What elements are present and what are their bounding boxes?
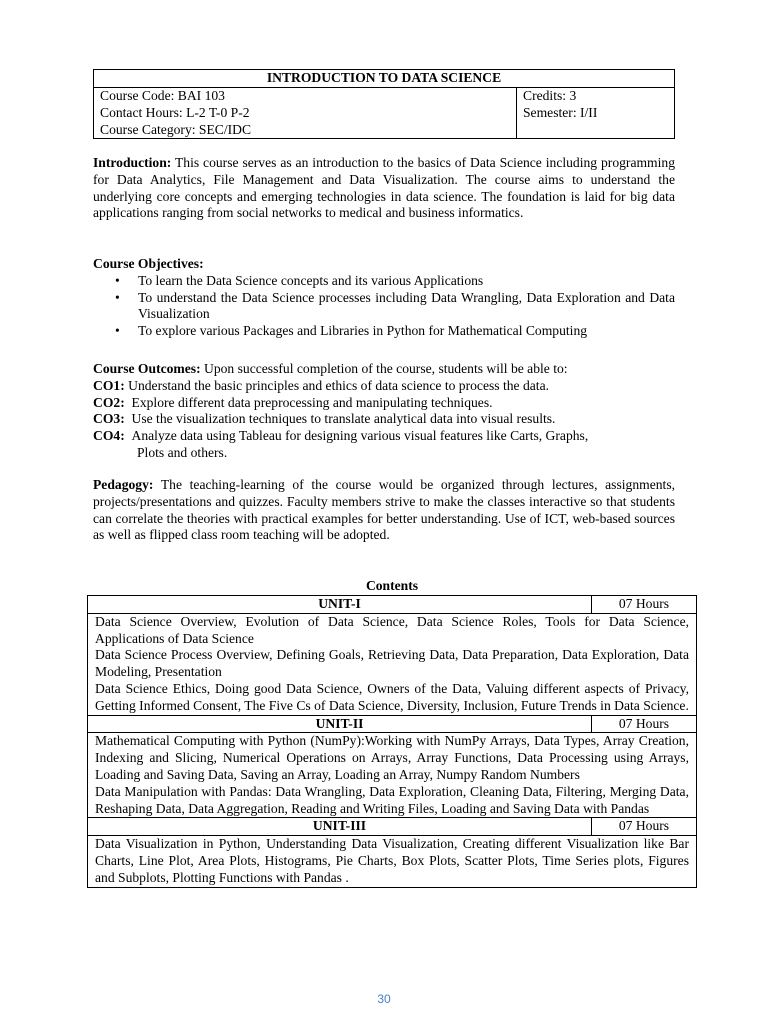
unit-content-row: [88, 613, 697, 715]
unit-header-row: [88, 715, 697, 733]
pedagogy-section: [93, 477, 675, 544]
course-outcomes-section: [93, 361, 675, 462]
page-number: 30: [377, 992, 391, 1006]
contents-title: Contents: [365, 578, 419, 593]
unit-hours: 07 Hours: [592, 715, 697, 733]
unit-title: UNIT-I: [88, 596, 592, 614]
introduction-label: Introduction:: [93, 155, 172, 170]
outcome-code: CO4:: [93, 428, 125, 444]
course-header-table: [93, 69, 675, 139]
semester: Semester: I/II: [523, 104, 598, 120]
introduction-section: [93, 155, 675, 222]
unit-title: UNIT-III: [88, 818, 592, 836]
course-info-left: [94, 88, 517, 139]
course-category: Course Category: SEC/IDC: [100, 121, 252, 137]
unit-content: [88, 836, 697, 887]
course-code: Course Code: BAI 103: [100, 88, 225, 103]
outcome-code: CO1:: [93, 377, 125, 393]
outcome-item: [93, 395, 675, 412]
course-outcomes-label: Course Outcomes:: [93, 361, 201, 376]
outcome-item: [93, 411, 675, 428]
unit-header-row: [88, 596, 697, 614]
unit-topic-paragraph: Data Manipulation with Pandas: Data Wrangling, Data Exploration, Cleaning Data, Filtering, Merging Data, Reshaping Data, Data Aggregation, Reading and Writing Files, Loading and Saving Data with Pandas: [95, 783, 689, 816]
outcome-code: CO2:: [93, 394, 125, 410]
objective-item: • To explore various Packages and Libraries in Python for Mathematical Computing: [93, 323, 675, 340]
outcome-item: [93, 428, 675, 445]
outcome-text: Analyze data using Tableau for designing various visual features like Carts, Graphs,: [131, 428, 589, 444]
course-objectives-section: [93, 256, 675, 340]
outcome-text: Use the visualization techniques to translate analytical data into visual results.: [131, 411, 556, 427]
objective-item: • To understand the Data Science processes including Data Wrangling, Data Exploration and Data Visualization: [93, 290, 675, 324]
outcome-text: Understand the basic principles and ethics of data science to process the data.: [128, 377, 550, 393]
unit-content-row: [88, 733, 697, 818]
unit-title: UNIT-II: [88, 715, 592, 733]
credits: Credits: 3: [523, 88, 577, 103]
introduction-text: This course serves as an introduction to the basics of Data Science including programming for Data Analytics, File Management and Data Visualization. The course aims to understand the underlying core concepts and emerging technologies in data science. The foundation is laid for big data applications ranging from social networks to medical and business informatics.: [93, 155, 675, 221]
outcome-continuation: Plots and others.: [137, 444, 228, 460]
outcome-code: CO3:: [93, 411, 125, 427]
course-objectives-label: Course Objectives:: [93, 256, 204, 271]
course-title: INTRODUCTION TO DATA SCIENCE: [94, 70, 675, 88]
objective-item: • To learn the Data Science concepts and its various Applications: [93, 273, 675, 290]
unit-topic-paragraph: Data Science Ethics, Doing good Data Science, Owners of the Data, Valuing different aspects of Privacy, Getting Informed Consent, The Five Cs of Data Science, Diversity, Inclusion, Future Trends in Data Science.: [95, 680, 689, 713]
outcome-item: [93, 378, 675, 395]
contents-table: [87, 595, 697, 888]
unit-content-row: [88, 836, 697, 887]
unit-header-row: [88, 818, 697, 836]
pedagogy-label: Pedagogy:: [93, 477, 154, 492]
course-outcomes-text: Upon successful completion of the course, students will be able to:: [204, 361, 568, 376]
course-info-right: [517, 88, 675, 139]
unit-topic-paragraph: Data Visualization in Python, Understanding Data Visualization, Creating different Visualization like Bar Charts, Line Plot, Area Plots, Histograms, Pie Charts, Box Plots, Scatter Plots, Time Series plots, Figures and Subplots, Plotting Functions with Pandas .: [95, 836, 689, 885]
unit-hours: 07 Hours: [592, 818, 697, 836]
unit-content: [88, 613, 697, 715]
unit-hours: 07 Hours: [592, 596, 697, 614]
unit-topic-paragraph: Data Science Overview, Evolution of Data Science, Data Science Roles, Tools for Data Science, Applications of Data Science: [95, 613, 689, 646]
outcome-text: Explore different data preprocessing and manipulating techniques.: [131, 394, 493, 410]
course-outcomes-intro: [93, 361, 675, 378]
pedagogy-text: The teaching-learning of the course would be organized through lectures, assignments, projects/presentations and quizzes. Faculty members strive to make the classes interactive so that students can correlate the theories with practical examples for better understanding. Use of ICT, web-based sources as well as flipped class room teaching will be adopted.: [93, 477, 676, 543]
unit-topic-paragraph: Mathematical Computing with Python (NumPy):Working with NumPy Arrays, Data Types, Array Creation, Indexing and Slicing, Numerical Operations on Arrays, Array Functions, Data Processing using Arrays, Loading and Saving Data, Saving an Array, Loading an Array, Numpy Random Numbers: [95, 733, 689, 782]
unit-topic-paragraph: Data Science Process Overview, Defining Goals, Retrieving Data, Data Preparation, Data Exploration, Data Modeling, Presentation: [95, 647, 689, 680]
unit-content: [88, 733, 697, 818]
course-objectives-list: [93, 273, 675, 340]
contact-hours: Contact Hours: L-2 T-0 P-2: [100, 104, 250, 120]
